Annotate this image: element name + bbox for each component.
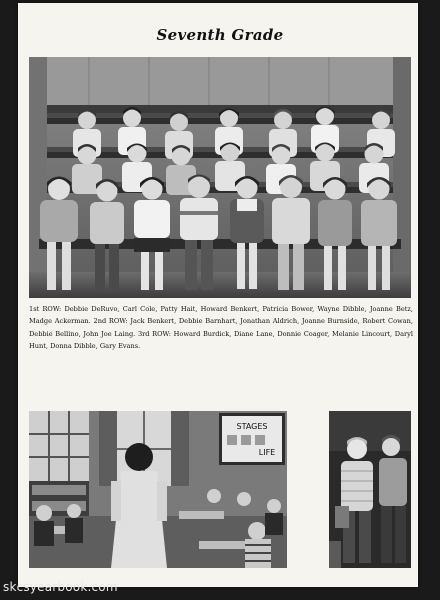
caption-row3-names: Howard Burdick, Diane Lane, Donnie Coager, Melanie Lincourt, Daryl Hunt, Donna Dibble, Gary Evans. — [29, 329, 413, 350]
classroom-photo-drawing — [29, 411, 287, 568]
caption-row1-label: 1st ROW: — [29, 305, 62, 313]
page-title: Seventh Grade — [156, 26, 284, 44]
watermark: skcsyearbook.com — [3, 580, 118, 594]
two-boys-photo — [329, 411, 411, 568]
sign-line2: LIFE — [258, 448, 276, 457]
caption-row2-label: 2nd ROW: — [93, 317, 128, 326]
two-boys-photo-drawing — [329, 411, 411, 568]
group-photo — [29, 57, 411, 298]
sign-line1: STAGES — [236, 422, 268, 431]
caption-row2-names: Jack Benkert, Debbie Barnhart, Jonathan Aldrich, Joanne Burnside, Robert Cowan, Debbie Bellino, John Joe Laing. — [29, 317, 413, 338]
photo-caption — [29, 303, 413, 352]
classroom-photo — [29, 411, 287, 568]
caption-row1-names: Debbie DeRuvo, Carl Cole, Patty Hait, Howard Benkert, Patricia Bower, Wayne Dibble, Joanne Betz, Madge Ackerman. — [29, 305, 413, 326]
group-photo-drawing — [29, 57, 411, 298]
caption-row3-label: 3rd ROW: — [137, 329, 171, 338]
